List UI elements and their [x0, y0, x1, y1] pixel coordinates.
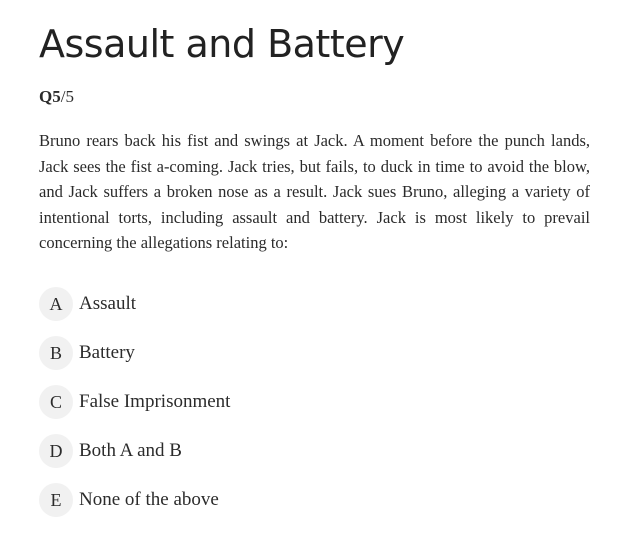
option-d[interactable]: [39, 434, 230, 468]
option-letter-badge: D: [39, 434, 73, 468]
page-title: Assault and Battery: [39, 22, 405, 66]
option-label: Assault: [79, 293, 136, 314]
question-current: Q5: [39, 87, 61, 106]
question-total: /5: [60, 87, 74, 106]
answer-options: [39, 287, 230, 532]
option-letter-badge: E: [39, 483, 73, 517]
option-e[interactable]: [39, 483, 230, 517]
option-label: Both A and B: [79, 440, 182, 461]
option-letter-badge: B: [39, 336, 73, 370]
question-counter: [39, 86, 74, 108]
option-letter-badge: A: [39, 287, 73, 321]
option-label: False Imprisonment: [79, 391, 231, 412]
option-label: Battery: [79, 342, 135, 363]
option-a[interactable]: [39, 287, 230, 321]
option-b[interactable]: [39, 336, 230, 370]
option-c[interactable]: [39, 385, 230, 419]
option-label: None of the above: [79, 489, 219, 510]
option-letter-badge: C: [39, 385, 73, 419]
question-text: Bruno rears back his fist and swings at Jack. A moment before the punch lands, Jack sees the fist a-coming. Jack tries, but fails, to duck in time to avoid the blow, and Jack suffers a broken nose as a result. Jack sues Bruno, alleging a variety of intentional torts, including assault and battery. Jack is most likely to prevail concerning the allegations relating to:: [39, 131, 590, 253]
